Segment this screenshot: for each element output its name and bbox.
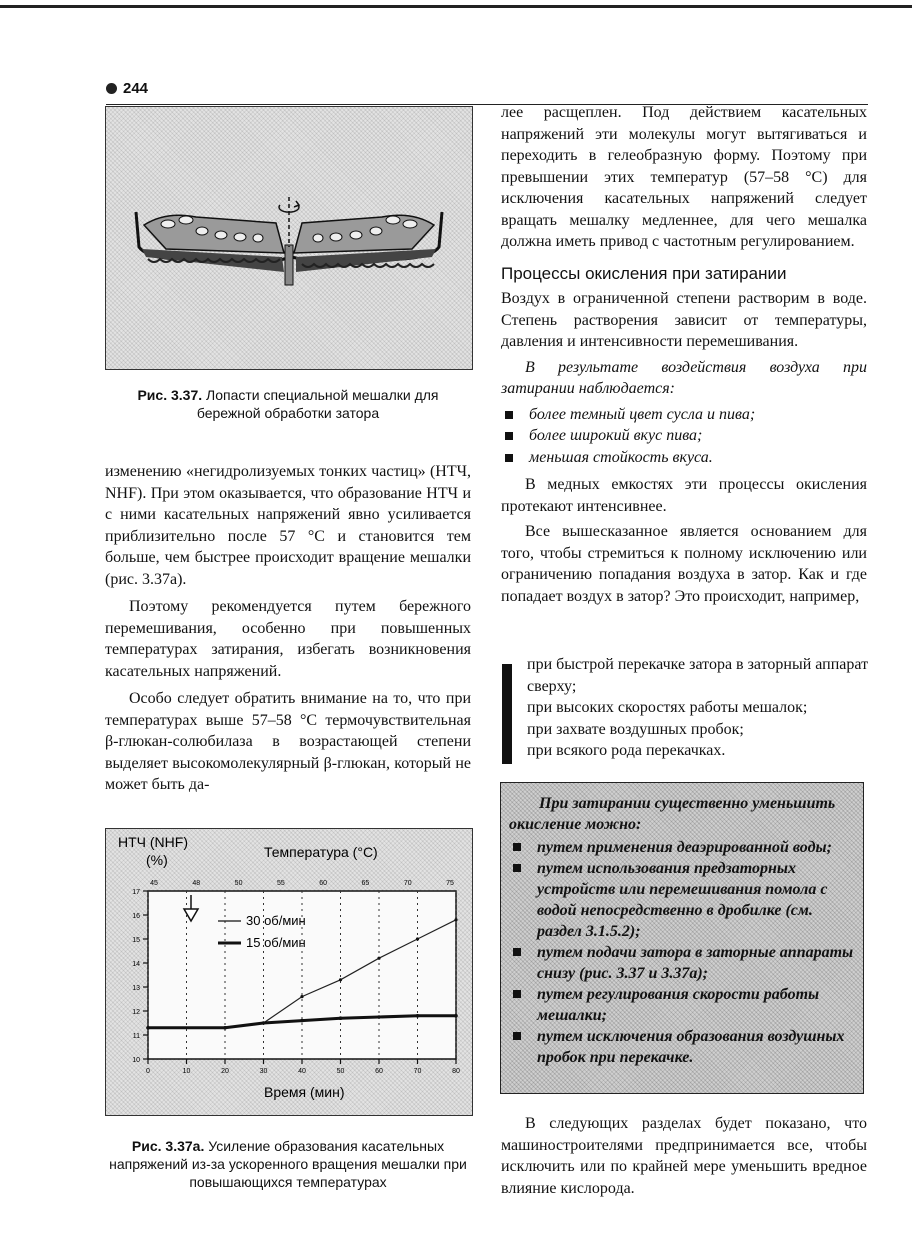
list-item: путем использования предзаторных устройств или перемешивания помола с водой непосредственно в дробилке (см. раздел 3.1.5.2);	[509, 858, 855, 942]
x-tick-label: 20	[221, 1068, 229, 1075]
y-axis-label: НТЧ (NHF)	[118, 834, 188, 850]
list-item: более темный цвет сусла и пива;	[501, 404, 867, 426]
list-item: при высоких скоростях работы мешалок;	[527, 699, 808, 716]
page-number	[106, 80, 148, 97]
x-tick-label: 80	[452, 1068, 460, 1075]
mixer-paddle-illustration	[106, 107, 472, 369]
oxidation-box	[500, 782, 864, 1094]
right-column	[501, 102, 867, 607]
right-paragraph-4: В медных емкостях эти процессы окисления протекают интенсивнее.	[501, 476, 867, 515]
data-point	[262, 1021, 266, 1025]
x-tick-label: 70	[413, 1068, 422, 1075]
y-tick-label: 10	[132, 1057, 140, 1064]
y-tick-label: 11	[132, 1033, 140, 1040]
box-title: При затирании существенно уменьшить окисление можно:	[509, 795, 836, 833]
y-tick-label: 15	[132, 937, 140, 944]
section-heading: Процессы окисления при затирании	[501, 263, 787, 283]
list-item: путем исключения образования воздушных пробок при перекачке.	[509, 1026, 855, 1068]
y-tick-label: 16	[132, 913, 140, 920]
y-tick-label: 17	[132, 889, 140, 896]
x-tick-label: 10	[182, 1068, 191, 1075]
x-tick-label: 30	[259, 1068, 268, 1075]
y-tick-label: 13	[132, 985, 140, 992]
list-item: более широкий вкус пива;	[501, 425, 867, 447]
right-paragraph-2: Воздух в ограниченной степени растворим в воде. Степень растворения зависит от температуры, давления и интенсивности перемешивания.	[501, 290, 867, 350]
air-sources-list	[527, 654, 869, 762]
data-point	[339, 978, 342, 981]
figure-337-caption-label: Рис. 3.37.	[137, 387, 203, 403]
y-tick-label: 12	[132, 1009, 140, 1016]
y-axis-unit: (%)	[146, 852, 168, 868]
right-paragraph-3: В результате воздействия воздуха при затирании наблюдается:	[501, 358, 867, 397]
x-tick-label: 50	[336, 1068, 345, 1075]
data-point	[454, 918, 457, 921]
x-tick-label: 0	[146, 1068, 150, 1075]
top-axis-label: Температура (°С)	[264, 844, 378, 860]
top-tick-label: 50	[234, 880, 243, 887]
legend-label: 15 об/мин	[246, 935, 306, 950]
data-point	[416, 1014, 420, 1018]
page-number-text: 244	[123, 80, 149, 97]
y-tick-label: 14	[132, 961, 140, 968]
data-point	[416, 937, 419, 940]
figure-337-caption	[105, 386, 471, 422]
side-bar	[502, 664, 512, 764]
figure-337-caption-text: Лопасти специальной мешалки для бережной обработки затора	[196, 387, 439, 421]
left-column	[105, 461, 471, 796]
figure-mixer-paddle	[105, 106, 473, 370]
figure-337a-caption	[105, 1137, 471, 1191]
top-tick-label: 55	[276, 880, 285, 887]
figure-chart	[105, 828, 473, 1116]
top-tick-label: 75	[446, 880, 454, 887]
right-paragraph-5: Все вышесказанное является основанием для того, чтобы стремиться к полному исключению или ограничению попадания воздуха в затор. Как и где попадает воздух в затор? Это происходит, например,	[501, 523, 867, 605]
left-paragraph-2: Поэтому рекомендуется путем бережного перемешивания, особенно при повышенных температурах затирания, избегать возникновения касательных напряжений.	[105, 598, 471, 680]
right-paragraph-1: лее расщеплен. Под действием касательных напряжений эти молекулы могут вытягиваться и переходить в гелеобразную форму. Поэтому при превышении этих температур (57–58 °С) для исключения касательных напряжений следует вращать мешалку медленнее, для чего мешалка должна иметь привод с частотным регулированием.	[501, 104, 867, 250]
x-tick-label: 40	[298, 1068, 306, 1075]
effects-list	[501, 404, 867, 469]
top-tick-label: 70	[403, 880, 412, 887]
data-point	[377, 957, 380, 960]
legend-label: 30 об/мин	[246, 913, 306, 928]
data-point	[300, 995, 303, 998]
left-paragraph-3: Особо следует обратить внимание на то, что при температурах выше 57–58 °С термочувствительная β-глюкан-солюбилаза в возрастающей степени выделяет высокомолекулярный β-глюкан, который не может быть да-	[105, 690, 471, 793]
top-rule	[0, 5, 912, 8]
list-item: при захвате воздушных пробок;	[527, 720, 744, 738]
data-point	[377, 1015, 381, 1019]
list-item: путем подачи затора в заторные аппараты снизу (рис. 3.37 и 3.37а);	[509, 942, 855, 984]
data-point	[339, 1016, 343, 1020]
right-final	[501, 1113, 867, 1199]
figure-337a-caption-label: Рис. 3.37а.	[131, 1138, 205, 1154]
top-tick-label: 60	[319, 880, 328, 887]
left-paragraph-1: изменению «негидролизуемых тонких частиц» (НТЧ, NHF). При этом оказывается, что образование НТЧ и с ними касательных напряжений явно усиливается приблизительно после 57 °С и становится тем больше, чем быстрее происходит вращение мешалки (рис. 3.37а).	[105, 463, 471, 588]
data-point	[300, 1019, 304, 1023]
box-list	[509, 837, 855, 1068]
list-item: при быстрой перекачке затора в заторный аппарат сверху;	[527, 656, 869, 695]
top-tick-label: 65	[361, 880, 370, 887]
list-item: путем регулирования скорости работы мешалки;	[509, 984, 855, 1026]
data-point	[454, 1014, 458, 1018]
list-item: путем применения деаэрированной воды;	[509, 837, 855, 858]
right-paragraph-6: В следующих разделах будет показано, что машиностроителями предпринимается все, чтобы исключить или по крайней мере уменьшить вредное влияние кислорода.	[501, 1115, 867, 1197]
top-tick-label: 48	[192, 880, 201, 887]
chart-svg	[106, 829, 472, 1115]
data-point	[146, 1026, 150, 1030]
data-point	[223, 1026, 227, 1030]
x-tick-label: 60	[375, 1068, 383, 1075]
x-axis-label: Время (мин)	[264, 1084, 345, 1100]
list-item: при всякого рода перекачках.	[527, 742, 726, 759]
figure-337a-caption-text: Усиление образования касательных напряжений из-за ускоренного вращения мешалки при повышающихся температурах	[109, 1138, 467, 1190]
top-tick-label: 45	[150, 880, 158, 887]
bullet-icon	[106, 83, 117, 94]
list-item: меньшая стойкость вкуса.	[501, 447, 867, 469]
